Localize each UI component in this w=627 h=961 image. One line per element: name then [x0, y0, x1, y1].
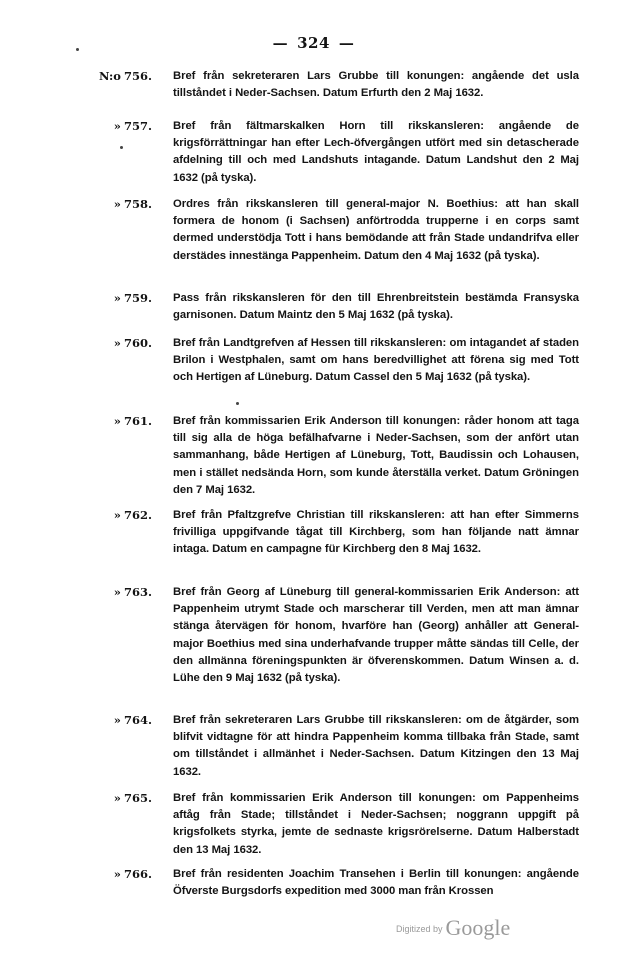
- page-number-dash-right: —: [338, 34, 355, 52]
- entry-text: Pass från rikskansleren för den till Ehrenbreitstein bestämda Fransyska garnisonen. Datum Maintz den 5 Maj 1632 (på tyska).: [173, 292, 579, 322]
- margin-mark: [120, 146, 123, 149]
- entry-number: » 757.: [113, 119, 152, 133]
- entry-text: Bref från fältmarskalken Horn till rikskansleren: angående de krigsförrättningar han efter Lech-öfvergången utfört med sin detascherade afdelning till och med Landshuts intagande. Datum Landshut den 2 Maj 1632 (på tyska).: [173, 120, 579, 184]
- entry-number: » 766.: [113, 867, 152, 881]
- entry-number: » 762.: [113, 508, 152, 522]
- margin-mark: [76, 48, 79, 51]
- watermark-prefix: Digitized by: [396, 924, 443, 934]
- entry-text: Bref från sekreteraren Lars Grubbe till rikskansleren: om de åtgärder, som blifvit vidtagne för att hindra Pappenheim komma tillbaka från Stade, samt om tillståndet i allmänhet i Neder-Sachsen. Datum Kitzingen den 13 Maj 1632.: [173, 714, 579, 778]
- page-number-dash-left: —: [272, 34, 289, 52]
- entry-text: Ordres från rikskansleren till general-major N. Boethius: att han skall formera de honom (i Sachsen) anförtrodda trupperne i en corps samt dermed understödja Tott i hans bemödande att från Stade undandrifva eller derstädes innestänga Pappenheim. Datum den 4 Maj 1632 (på tyska).: [173, 198, 579, 262]
- entry-text: Bref från Georg af Lüneburg till general-kommissarien Erik Anderson: att Pappenheim utrymt Stade och marscherar till Verden, men att man ämnar stänga återvägen för honom, hvarföre han (Georg) anhåller att General-major Boethius med sina underhafvande trupper måtte sändas till Celle, der den allmänna föreningspunkten är öfverenskommen. Datum Winsen a. d. Lühe den 9 Maj 1632 (på tyska).: [173, 586, 579, 685]
- entry-number: » 760.: [113, 336, 152, 350]
- entry-text: Bref från sekreteraren Lars Grubbe till konungen: angående det usla tillståndet i Neder-Sachsen. Datum Erfurth den 2 Maj 1632.: [173, 70, 579, 100]
- margin-mark: [236, 402, 239, 405]
- entry-number: » 758.: [113, 197, 152, 211]
- entry-text: Bref från Landtgrefven af Hessen till rikskansleren: om intagandet af staden Brilon i Westphalen, samt om hans beredvillighet att förena sig med Tott och Hertigen af Lüneburg. Datum Cassel den 5 Maj 1632 (på tyska).: [173, 337, 579, 384]
- page-number-header: [0, 34, 627, 52]
- digitized-by-watermark: [396, 915, 510, 941]
- page-number: 324: [297, 34, 330, 52]
- entry-text: Bref från kommissarien Erik Anderson till konungen: om Pappenheims aftåg från Stade; tillståndet i Neder-Sachsen; noggrann uppgift på krigsfolkets styrka, jemte de sednaste krigsrörelserne. Datum Halberstadt den 13 Maj 1632.: [173, 792, 579, 856]
- google-logo: Google: [445, 915, 511, 940]
- entry-text: Bref från Pfaltzgrefve Christian till rikskansleren: att han efter Simmerns frivilliga uppgifvande tågat till Kirchberg, som han följande natt ämnar intaga. Datum en campagne für Kirchberg den 8 Maj 1632.: [173, 509, 579, 556]
- entry-number: » 764.: [113, 713, 152, 727]
- entry-text: Bref från residenten Joachim Transehen i Berlin till konungen: angående Öfverste Burgsdorfs expedition med 3000 man från Krossen: [173, 868, 579, 898]
- entry-number: » 763.: [113, 585, 152, 599]
- entry-number: » 765.: [113, 791, 152, 805]
- entry-number: N:o 756.: [98, 69, 152, 83]
- entry-number: » 759.: [113, 291, 152, 305]
- entry-text: Bref från kommissarien Erik Anderson till konungen: råder honom att taga till sig alla de höga befälhafvarne i Neder-Sachsen, som der anfört utan sammanhang, både Hertigen af Lüneburg, Tott, Baudissin och Lohausen, men i stället nedsända Horn, som kunde återställa verket. Datum Gröningen den 7 Maj 1632.: [173, 415, 579, 496]
- entry-number: » 761.: [113, 414, 152, 428]
